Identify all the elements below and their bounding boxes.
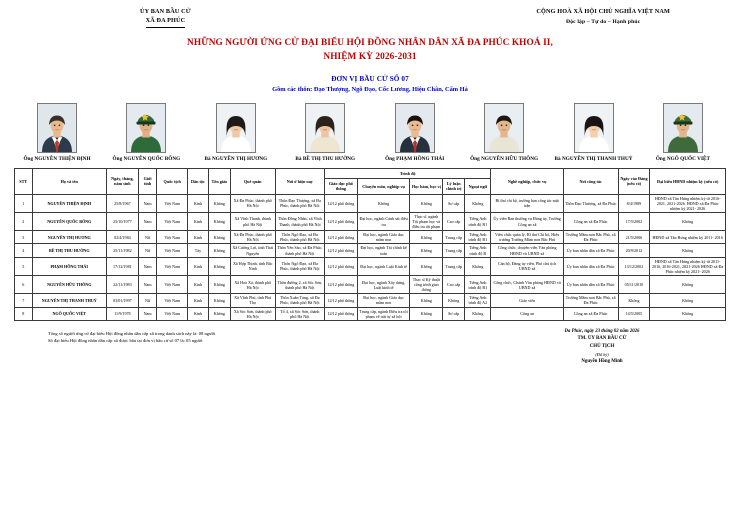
col-general-education: Giáo dục phổ thông (324, 179, 357, 195)
cell-nationality: Việt Nam (157, 294, 188, 307)
cell-name: NGUYỄN THỊ HƯƠNG (32, 231, 106, 244)
cell-dob: 25/8/1967 (107, 194, 139, 212)
cell-education: 12/12 phổ thông (324, 276, 357, 294)
cell-job: Bí thư chi bộ, trưởng ban công tác mặt trận (491, 194, 563, 212)
cell-language: Tiếng Anh trình độ B1 (465, 231, 491, 244)
cell-hometown: Xã Đa Phúc, thành phố Hà Nội (230, 194, 275, 212)
cell-workplace: Trường Mầm non Bắc Phú, xã Đa Phúc (563, 294, 618, 307)
cell-sex: Nữ (138, 231, 157, 244)
col-nationality: Quốc tịch (157, 168, 188, 194)
cell-address: Thôn Ngõ Đạo, xã Đa Phúc, thành phố Hà Nội (275, 231, 324, 244)
table-row (15, 307, 726, 320)
candidate-photo-cell (193, 103, 279, 162)
cell-hometown: Xã Sóc Sơn, thành phố Hà Nội (230, 307, 275, 320)
cell-academic: Không (410, 244, 443, 257)
candidate-portrait-man-suit-icon (37, 103, 77, 153)
col-dob: Ngày, tháng, năm sinh (107, 168, 139, 194)
col-professional: Chuyên môn, nghiệp vụ (357, 179, 410, 195)
candidate-photo-caption: Bà NGUYỄN THỊ THANH THUỶ (554, 155, 633, 162)
cell-profession: Trung cấp, ngành Điều tra tội phạm về trật tự xã hội (357, 307, 410, 320)
col-full-name: Họ và tên (32, 168, 106, 194)
title-line2: NHIỆM KỲ 2026-2031 (323, 51, 417, 62)
cell-party-date: 14/5/2005 (618, 307, 650, 320)
cell-profession: Đại học, ngành Xây dựng, Luật kinh tế (357, 276, 410, 294)
table-row (15, 244, 726, 257)
cell-previous-terms: HĐND xã Tân Hưng nhiệm kỳ 2011- 2016 (650, 231, 726, 244)
cell-political: Cao cấp (443, 276, 465, 294)
cell-nationality: Việt Nam (157, 212, 188, 230)
col-address: Nơi ở hiện nay (275, 168, 324, 194)
cell-nationality: Việt Nam (157, 231, 188, 244)
cell-ethnicity: Kinh (188, 212, 209, 230)
cell-address: Thôn Yên Sào, xã Đa Phúc, thành phố Hà Nội (277, 245, 323, 256)
cell-religion: Không (208, 257, 230, 275)
cell-previous-terms: Không (650, 244, 726, 257)
cell-academic: Không (410, 231, 443, 244)
cell-stt: 1 (15, 194, 33, 212)
cell-hometown: Xã Vĩnh Phú, tỉnh Phú Thọ (230, 294, 275, 307)
candidate-photo-caption: Bà BỀ THỊ THU HƯỜNG (295, 155, 356, 162)
cell-profession: Đại học, ngành Giáo dục mầm non (357, 294, 410, 307)
candidate-photo-strip (0, 103, 740, 162)
cell-address: Tổ 4, xã Sóc Sơn, thành phố Hà Nội (275, 307, 324, 320)
cell-nationality: Việt Nam (157, 276, 188, 294)
candidate-photo-caption: Ông NGUYỄN HỮU THÔNG (470, 155, 539, 162)
cell-nationality: Việt Nam (157, 244, 188, 257)
cell-address: Thôn Đạo Thượng, xã Đa Phúc, thành phố Hà Nội (275, 194, 324, 212)
cell-previous-terms: Không (650, 307, 726, 320)
col-hometown: Quê quán (230, 168, 275, 194)
candidate-photo-cell (640, 103, 726, 162)
cell-political: Không (443, 294, 465, 307)
col-academic-title: Học hàm, học vị (410, 179, 443, 195)
committee-line2: XÃ ĐA PHÚC (146, 17, 186, 28)
summary-note-elected: Số đại biểu Hội đồng nhân dân cấp xã được bầu tại đơn vị bầu cử số 07 là: 05 người (48, 338, 203, 344)
cell-stt: 2 (15, 212, 33, 230)
cell-sex: Nam (138, 276, 157, 294)
cell-academic: Thạc sĩ Kỹ thuật công trình giao thông (410, 276, 443, 294)
signature-signed-mark: (Đã ký) (595, 352, 609, 358)
cell-job: Ủy viên Ban thường vụ Đảng ủy, Trưởng Công an xã (491, 212, 563, 230)
cell-dob: 02/4/1984 (107, 231, 139, 244)
cell-ethnicity: Kinh (188, 294, 209, 307)
cell-ethnicity: Kinh (188, 276, 209, 294)
cell-education: 12/12 phổ thông (324, 307, 357, 320)
cell-job: Công an (491, 307, 563, 320)
national-header (536, 8, 670, 28)
election-unit-block (0, 75, 740, 93)
cell-workplace: Công an xã Đa Phúc (563, 212, 618, 230)
cell-dob: 11/9/1978 (107, 307, 139, 320)
cell-language: Không (465, 307, 491, 320)
cell-language: Tiếng Anh trình độ B (465, 244, 491, 257)
title-line1: NHỮNG NGƯỜI ỨNG CỬ ĐẠI BIỂU HỘI ĐỒNG NHÂN DÂN XÃ ĐA PHÚC KHOÁ II, (187, 37, 553, 48)
cell-workplace: Ủy ban nhân dân xã Đa Phúc (563, 244, 618, 257)
cell-academic: Thạc sĩ, ngành Tội phạm học và điều tra tội phạm (410, 212, 443, 230)
cell-job: Giáo viên (491, 294, 563, 307)
committee-header (140, 8, 191, 28)
table-head (15, 168, 726, 194)
candidate-table (14, 168, 726, 321)
cell-education: 12/12 phổ thông (324, 257, 357, 275)
cell-sex: Nam (138, 307, 157, 320)
cell-address: Thôn đường 2, xã Sóc Sơn, thành phố Hà Nội (275, 276, 324, 294)
candidate-portrait-soldier-icon (663, 103, 703, 153)
cell-previous-terms: Không (650, 212, 726, 230)
cell-nationality: Việt Nam (157, 257, 188, 275)
table-row (15, 212, 726, 230)
signature-block (502, 328, 702, 366)
col-foreign-language: Ngoại ngữ (465, 179, 491, 195)
signature-org: TM. ỦY BAN BẦU CỬ (577, 336, 627, 342)
cell-academic: Không (410, 307, 443, 320)
cell-name: NGUYỄN HỮU THÔNG (32, 276, 106, 294)
cell-language: Tiếng Anh trình độ A2 (465, 294, 491, 307)
cell-workplace: Công an xã Đa Phúc (563, 307, 618, 320)
cell-religion: Không (208, 231, 230, 244)
cell-previous-terms: HĐND xã Tân Hưng nhiệm kỳ từ 2011-2016, 2016-2021, 2021-2026 HĐND xã Đa Phúc nhiệm kỳ 2021- 2026 (650, 257, 726, 275)
cell-workplace: Ủy ban nhân dân xã Đa Phúc (563, 257, 618, 275)
candidate-portrait-woman-young-icon (574, 103, 614, 153)
cell-sex: Nữ (138, 294, 157, 307)
table-row (15, 231, 726, 244)
cell-workplace: Trường Mầm non Bắc Phú, xã Đa Phúc (563, 231, 618, 244)
cell-education: 12/12 phổ thông (324, 244, 357, 257)
committee-line1: ỦY BAN BẦU CỬ (140, 8, 191, 15)
col-party-join-date: Ngày vào Đảng (nếu có) (618, 168, 650, 194)
cell-profession: Đại học, ngành Tài chính kế toán (357, 244, 410, 257)
cell-address: Thôn Ngõ Đạo, xã Đa Phúc, thành phố Hà Nội (275, 257, 324, 275)
cell-sex: Nam (138, 194, 157, 212)
cell-hometown: Xã Hợp Thịnh, tỉnh Bắc Ninh (230, 257, 275, 275)
cell-education: 12/12 phổ thông (324, 212, 357, 230)
cell-education: 12/12 phổ thông (324, 194, 357, 212)
election-unit-villages: Gồm các thôn: Đạo Thượng, Ngõ Đạo, Cốc Lương, Hiệu Chân, Cẩm Hà (272, 85, 468, 93)
cell-sex: Nữ (138, 244, 157, 257)
cell-profession: Đại học, ngành Cảnh sát điều tra (357, 212, 410, 230)
cell-stt: 7 (15, 294, 33, 307)
summary-notes (16, 328, 215, 366)
cell-political: Trung cấp (443, 257, 465, 275)
cell-party-date: 05/11/2010 (618, 276, 650, 294)
cell-name: NGUYỄN QUỐC BỔNG (32, 212, 106, 230)
cell-political: Cao cấp (443, 212, 465, 230)
cell-stt: 3 (15, 231, 33, 244)
cell-workplace: Ủy ban nhân dân xã Đa Phúc (563, 276, 618, 294)
cell-ethnicity: Kinh (188, 257, 209, 275)
cell-political: Sơ cấp (443, 194, 465, 212)
col-political-theory: Lý luận chính trị (443, 179, 465, 195)
cell-academic: Không (410, 194, 443, 212)
candidate-photo-cell (551, 103, 637, 162)
cell-language: Không (465, 257, 491, 275)
candidate-photo-caption: Ông PHẠM HỒNG THÁI (385, 155, 445, 162)
cell-previous-terms: Không (650, 276, 726, 294)
cell-education: 12/12 phổ thông (324, 231, 357, 244)
cell-name: NGUYỄN THỊ THANH THUỶ (32, 294, 106, 307)
page-title (0, 37, 740, 65)
cell-academic: Không (410, 257, 443, 275)
cell-stt: 6 (15, 276, 33, 294)
summary-note-total: Tổng số người ứng cử đại biểu Hội đồng nhân dân cấp xã trong danh sách này là: 08 người (48, 330, 216, 336)
cell-party-date: Không (618, 294, 650, 307)
cell-sex: Nam (138, 212, 157, 230)
cell-profession: Đại học, ngành Giáo dục mầm non (357, 231, 410, 244)
candidate-photo-caption: Ông NGUYỄN THIỆN ĐỊNH (23, 155, 91, 162)
table-row (15, 257, 726, 275)
cell-job: Viên chức quản lý, Bí thư Chi bộ, Hiệu trưởng Trường Mầm non Bắc Phú (491, 231, 563, 244)
cell-party-date: 17/5/2002 (618, 212, 650, 230)
col-group-education-level: Trình độ (324, 168, 491, 178)
candidate-photo-caption: Bà NGUYỄN THỊ HƯƠNG (204, 155, 268, 162)
cell-workplace: Thôn Đạo Thượng, xã Đa Phúc (563, 194, 618, 212)
cell-job: Công chức, chuyên viên Văn phòng HĐND và UBND xã (491, 244, 563, 257)
cell-stt: 5 (15, 257, 33, 275)
cell-previous-terms: Không (650, 294, 726, 307)
cell-language: Tiếng Anh trình độ B1 (465, 276, 491, 294)
national-motto-line2: Độc lập – Tự do – Hạnh phúc (566, 18, 641, 25)
col-workplace: Nơi công tác (563, 168, 618, 194)
election-unit-title: ĐƠN VỊ BẦU CỬ SỐ 07 (331, 74, 409, 83)
candidate-portrait-man-shirt-icon (484, 103, 524, 153)
candidate-photo-cell (14, 103, 100, 162)
cell-name: NGUYỄN THIỆN ĐỊNH (32, 194, 106, 212)
cell-job: Công chức, Chánh Văn phòng HĐND và UBND xã (491, 276, 563, 294)
cell-party-date: 13/12/2002 (618, 257, 650, 275)
cell-previous-terms: HĐND xã Tân Hưng nhiệm kỳ từ 2016-2021, 2021-2026. HĐND xã Đa Phúc nhiệm kỳ 2021- 2026 (650, 194, 726, 212)
cell-religion: Không (208, 307, 230, 320)
cell-religion: Không (208, 212, 230, 230)
cell-job: Cán bộ, Đảng ủy viên, Phó chủ tịch UBND xã (491, 257, 563, 275)
cell-religion: Không (208, 276, 230, 294)
document-footer (0, 328, 740, 366)
candidate-photo-cell (282, 103, 368, 162)
col-stt: STT (15, 168, 33, 194)
signature-name: Nguyễn Hồng Minh (581, 359, 623, 365)
cell-religion: Không (208, 194, 230, 212)
cell-hometown: Xã Cường Lợi, tỉnh Thái Nguyên (230, 244, 275, 257)
national-motto-line1: CỘNG HOÀ XÃ HỘI CHỦ NGHĨA VIỆT NAM (536, 8, 670, 15)
table-header-row-1 (15, 168, 726, 178)
cell-political: Trung cấp (443, 231, 465, 244)
cell-ethnicity: Tày (188, 244, 209, 257)
table-row (15, 294, 726, 307)
cell-language: Không (465, 194, 491, 212)
candidate-photo-cell (461, 103, 547, 162)
cell-religion: Không (208, 244, 230, 257)
col-previous-terms: Đại biểu HĐND nhiệm kỳ (nếu có) (650, 168, 726, 194)
candidate-table-wrapper (0, 168, 740, 321)
cell-name: NGÔ QUỐC VIỆT (32, 307, 106, 320)
signature-place-date: Đa Phúc, ngày 23 tháng 02 năm 2026 (564, 328, 640, 334)
cell-stt: 4 (15, 244, 33, 257)
cell-party-date: 8/4/1989 (618, 194, 650, 212)
candidate-photo-caption: Ông NGUYỄN QUỐC BỔNG (112, 155, 181, 162)
candidate-portrait-man-suit-young-icon (395, 103, 435, 153)
cell-language: Tiếng Anh trình độ B1 (465, 212, 491, 230)
cell-hometown: Xã Vĩnh Thanh, thành phố Hà Nội (230, 212, 275, 230)
cell-dob: 03/01/1997 (107, 294, 139, 307)
cell-name: PHẠM HỒNG THÁI (32, 257, 106, 275)
cell-dob: 17/12/1981 (107, 257, 139, 275)
cell-political: Sơ cấp (443, 307, 465, 320)
candidate-portrait-police-officer-icon (126, 103, 166, 153)
cell-dob: 25/10/1977 (107, 212, 139, 230)
table-row (15, 276, 726, 294)
cell-ethnicity: Kinh (188, 194, 209, 212)
cell-dob: 25/11/1982 (107, 244, 139, 257)
cell-hometown: Xã Đa Phúc, thành phố Hà Nội (230, 231, 275, 244)
candidate-photo-cell (372, 103, 458, 162)
cell-address: Thôn Đồng Nhân, xã Vĩnh Thanh, thành phố Hà Nội (275, 212, 324, 230)
cell-ethnicity: Kinh (188, 307, 209, 320)
signature-role: CHỦ TỊCH (589, 344, 615, 350)
cell-hometown: Xã Hoà Xá, thành phố Hà Nội (230, 276, 275, 294)
table-row (15, 194, 726, 212)
candidate-photo-caption: Ông NGÔ QUỐC VIỆT (655, 155, 711, 162)
cell-profession: Đại học, ngành Luật Kinh tế (357, 257, 410, 275)
col-ethnicity: Dân tộc (188, 168, 209, 194)
cell-party-date: 20/9/2012 (618, 244, 650, 257)
cell-religion: Không (208, 294, 230, 307)
cell-political: Trung cấp (443, 244, 465, 257)
cell-stt: 8 (15, 307, 33, 320)
cell-education: 12/12 phổ thông (324, 294, 357, 307)
cell-dob: 22/11/1983 (107, 276, 139, 294)
cell-academic: Không (410, 294, 443, 307)
cell-ethnicity: Kinh (188, 231, 209, 244)
table-body (15, 194, 726, 320)
col-religion: Tôn giáo (208, 168, 230, 194)
col-sex: Giới tính (138, 168, 157, 194)
candidate-portrait-woman-white-icon (216, 103, 256, 153)
cell-nationality: Việt Nam (157, 307, 188, 320)
cell-sex: Nam (138, 257, 157, 275)
col-job-position: Nghề nghiệp, chức vụ (491, 168, 563, 194)
cell-nationality: Việt Nam (157, 194, 188, 212)
cell-profession: Không (357, 194, 410, 212)
candidate-photo-cell (103, 103, 189, 162)
cell-address: Thôn Xuân Tảng, xã Đa Phúc, thành phố Hà Nội (275, 294, 324, 307)
document-header (0, 0, 740, 28)
candidate-portrait-woman-cream-icon (305, 103, 345, 153)
cell-name: BỀ THỊ THU HƯỜNG (32, 244, 106, 257)
cell-party-date: 21/5/2006 (618, 231, 650, 244)
